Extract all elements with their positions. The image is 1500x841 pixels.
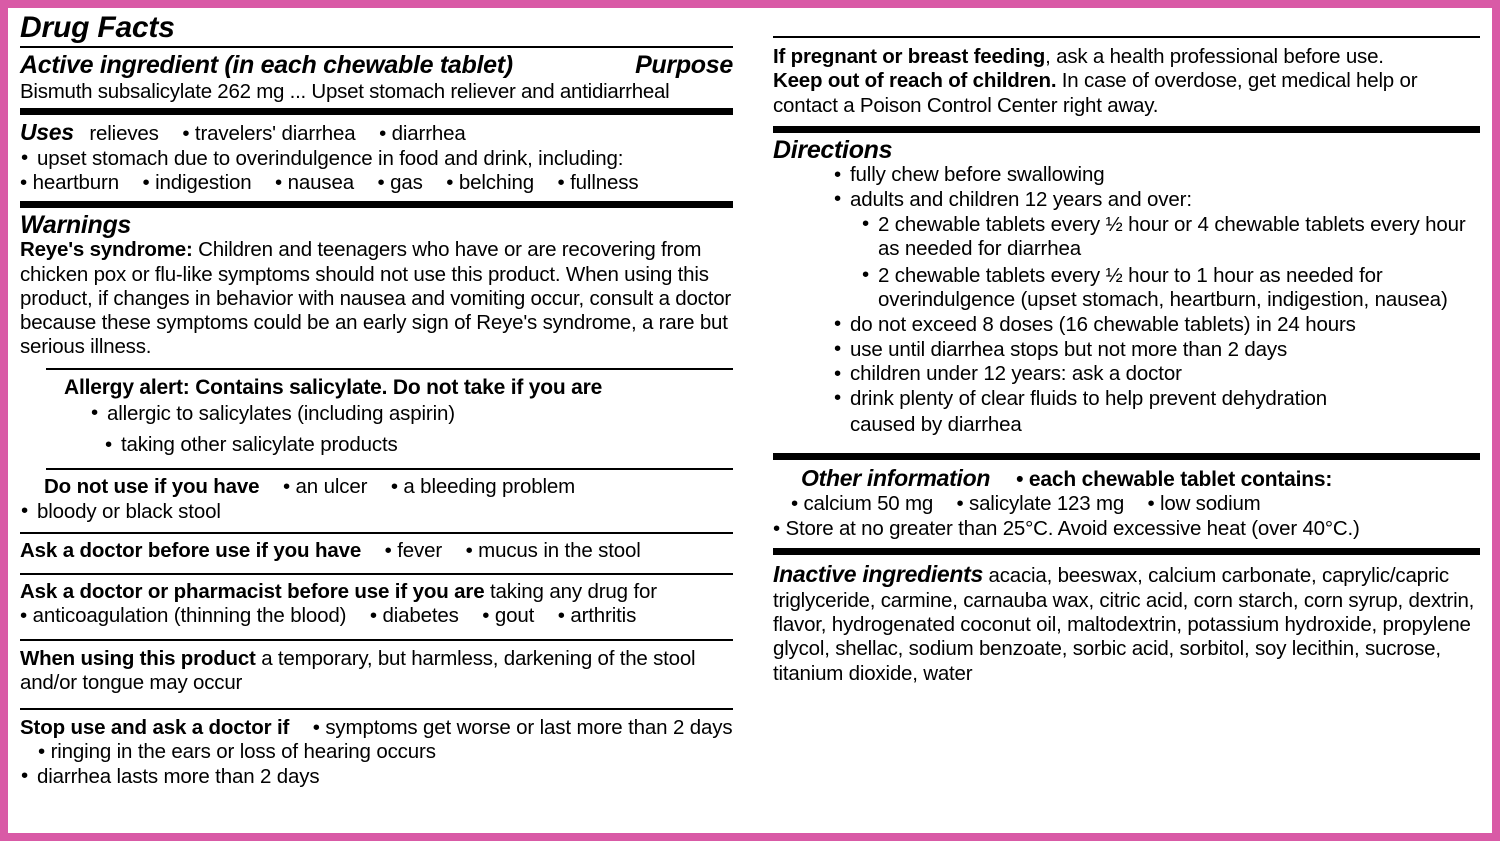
pregnant-text: , ask a health professional before use. <box>1045 45 1384 68</box>
do-not-use-block <box>20 475 733 524</box>
directions-heading: Directions <box>773 135 893 164</box>
purpose-heading: Purpose <box>635 51 733 80</box>
uses-symptom-0: • heartburn <box>20 171 119 195</box>
other-info-content-0: • calcium 50 mg <box>791 492 934 516</box>
uses-symptom-2: • nausea <box>275 171 354 195</box>
directions-section <box>773 137 1480 437</box>
stop-use-item-1: • ringing in the ears or loss of hearing occurs <box>38 740 436 764</box>
list-item: • taking other salicylate products <box>104 433 733 458</box>
list-item: • diarrhea lasts more than 2 days <box>20 765 733 790</box>
directions-list-bottom <box>833 313 1480 411</box>
list-item: • bloody or black stool <box>20 500 733 525</box>
list-item: • upset stomach due to overindulgence in food and drink, including: <box>20 147 733 172</box>
when-using-text: a temporary, but harmless, darkening of the stool and/or tongue may occur <box>20 647 696 695</box>
list-item: • allergic to salicylates (including aspirin) <box>90 402 733 427</box>
rule-above-uses <box>20 108 733 115</box>
uses-inline-item-1: • diarrhea <box>379 122 466 146</box>
uses-overindulgence-list <box>20 147 733 172</box>
ask-pharmacist-lead: taking any drug for <box>490 579 657 603</box>
directions-list-top <box>833 163 1480 212</box>
rule-above-allergy-alert <box>46 368 733 370</box>
label-columns <box>8 8 1492 833</box>
uses-symptom-3: • gas <box>377 171 423 195</box>
ask-pharmacist-item-0: • anticoagulation (thinning the blood) <box>20 604 347 628</box>
ask-doctor-heading: Ask a doctor before use if you have <box>20 539 362 563</box>
active-ingredient-header <box>20 52 733 79</box>
column-gap <box>743 8 765 833</box>
uses-inline-item-0: • travelers' diarrhea <box>182 122 356 146</box>
other-info-storage: • Store at no greater than 25°C. Avoid excessive heat (over 40°C.) <box>773 516 1360 540</box>
do-not-use-inline-1: • a bleeding problem <box>390 475 576 499</box>
rule-above-other-information <box>773 453 1480 460</box>
stop-use-list <box>20 765 733 790</box>
uses-lead: relieves <box>89 122 159 146</box>
rule-above-inactive-ingredients <box>773 548 1480 555</box>
stop-use-header-row <box>20 716 733 741</box>
uses-symptoms-row <box>20 171 733 196</box>
ask-doctor-inline-0: • fever <box>384 539 443 563</box>
list-item: • use until diarrhea stops but not more than 2 days <box>833 338 1480 363</box>
allergy-alert-block <box>46 376 733 458</box>
list-item: • fully chew before swallowing <box>833 163 1480 188</box>
ask-pharmacist-item-3: • arthritis <box>557 604 637 628</box>
keep-out-text: In case of overdose, get medical help or contact a Poison Control Center right away. <box>773 69 1418 117</box>
active-ingredient-heading: Active ingredient (in each chewable tablet) <box>20 51 513 80</box>
allergy-alert-list <box>90 402 733 427</box>
list-item: • adults and children 12 years and over: <box>833 188 1480 213</box>
rule-above-when-using <box>20 639 733 641</box>
list-item: • 2 chewable tablets every ½ hour to 1 hour as needed for overindulgence (upset stomach, heartburn, indigestion, nausea) <box>861 264 1480 313</box>
reye-text: Children and teenagers who have or are recovering from chicken pox or flu-like symptoms should not use this product. When using this product, if changes in behavior with nausea and vomiting occur, consult a doctor because these symptoms could be an early sign of Reye's syndrome, a rare but serious illness. <box>20 238 732 359</box>
uses-symptom-4: • belching <box>446 171 534 195</box>
other-information-header-row <box>801 465 1480 492</box>
keep-out-label: Keep out of reach of children. <box>773 69 1057 93</box>
ask-doctor-row <box>20 539 733 564</box>
do-not-use-header-row <box>44 475 733 500</box>
warnings-heading: Warnings <box>20 210 132 239</box>
stop-use-block <box>20 716 733 790</box>
rule-above-directions <box>773 126 1480 133</box>
uses-symptom-1: • indigestion <box>142 171 252 195</box>
stop-use-heading: Stop use and ask a doctor if <box>20 715 290 739</box>
list-item: • 2 chewable tablets every ½ hour or 4 chewable tablets every hour as needed for diarrhea <box>861 213 1480 262</box>
do-not-use-inline-0: • an ulcer <box>282 475 368 499</box>
ask-pharmacist-items-row <box>20 604 733 629</box>
pregnancy-warning-paragraph <box>773 45 1480 118</box>
do-not-use-list <box>20 500 733 525</box>
other-information-section <box>773 465 1480 541</box>
rule-above-ask-doctor <box>20 532 733 534</box>
pregnant-label: If pregnant or breast feeding <box>773 45 1046 68</box>
other-information-heading: Other information <box>801 465 991 492</box>
list-item: • do not exceed 8 doses (16 chewable tablets) in 24 hours <box>833 313 1480 338</box>
when-using-heading: When using this product <box>20 647 256 671</box>
ask-pharmacist-item-2: • gout <box>482 604 535 628</box>
ask-pharmacist-heading: Ask a doctor or pharmacist before use if you are <box>20 579 485 603</box>
left-column <box>8 8 743 833</box>
warnings-section <box>20 212 733 790</box>
other-info-content-2: • low sodium <box>1147 492 1261 516</box>
other-information-storage-row <box>773 517 1480 542</box>
stop-use-item-1-row <box>20 740 733 765</box>
uses-heading: Uses <box>20 119 74 146</box>
rule-above-pregnant <box>773 36 1480 38</box>
page-title: Drug Facts <box>20 11 175 44</box>
other-information-contents-row <box>791 492 1480 517</box>
ask-pharmacist-item-1: • diabetes <box>369 604 459 628</box>
uses-section <box>20 119 733 196</box>
ask-pharmacist-block <box>20 580 733 629</box>
directions-continuation: caused by diarrhea <box>850 413 1022 437</box>
list-item: • drink plenty of clear fluids to help prevent dehydration <box>833 387 1480 412</box>
right-column <box>765 8 1492 833</box>
when-using-paragraph <box>20 647 733 696</box>
other-information-contains-label: • each chewable tablet contains: <box>1016 468 1333 492</box>
ask-pharmacist-header-row <box>20 580 733 605</box>
allergy-alert-list-2 <box>104 433 733 458</box>
inactive-ingredients-paragraph <box>773 561 1480 685</box>
reye-syndrome-paragraph <box>20 238 733 359</box>
inactive-ingredients-heading: Inactive ingredients <box>773 561 984 588</box>
reye-label: Reye's syndrome: <box>20 238 193 262</box>
uses-symptom-5: • fullness <box>557 171 639 195</box>
active-ingredient-line: Bismuth subsalicylate 262 mg ... Upset stomach reliever and antidiarrheal <box>20 79 670 103</box>
inactive-ingredients-text: acacia, beeswax, calcium carbonate, caprylic/capric triglyceride, carmine, carnauba wax, citric acid, corn starch, corn syrup, dextrin, flavor, hydrogenated coconut oil, maltodextrin, potassium hydroxide, propylene glycol, shellac, sodium benzoate, sorbic acid, sorbitol, soy lecithin, sucrose, titanium dioxide, water <box>773 564 1475 685</box>
rule-above-ask-pharmacist <box>20 573 733 575</box>
rule-above-do-not-use <box>46 468 733 470</box>
rule-above-warnings <box>20 201 733 208</box>
rule-under-title <box>20 46 733 48</box>
do-not-use-heading: Do not use if you have <box>44 475 260 499</box>
allergy-alert-heading: Allergy alert: Contains salicylate. Do not take if you are <box>64 375 603 399</box>
directions-sublist <box>861 213 1480 313</box>
uses-first-line <box>20 119 733 147</box>
other-info-content-1: • salicylate 123 mg <box>956 492 1125 516</box>
stop-use-item-0: • symptoms get worse or last more than 2 days <box>312 715 733 739</box>
ask-doctor-inline-1: • mucus in the stool <box>465 539 641 563</box>
list-item: • children under 12 years: ask a doctor <box>833 362 1480 387</box>
rule-above-stop-use <box>20 708 733 710</box>
